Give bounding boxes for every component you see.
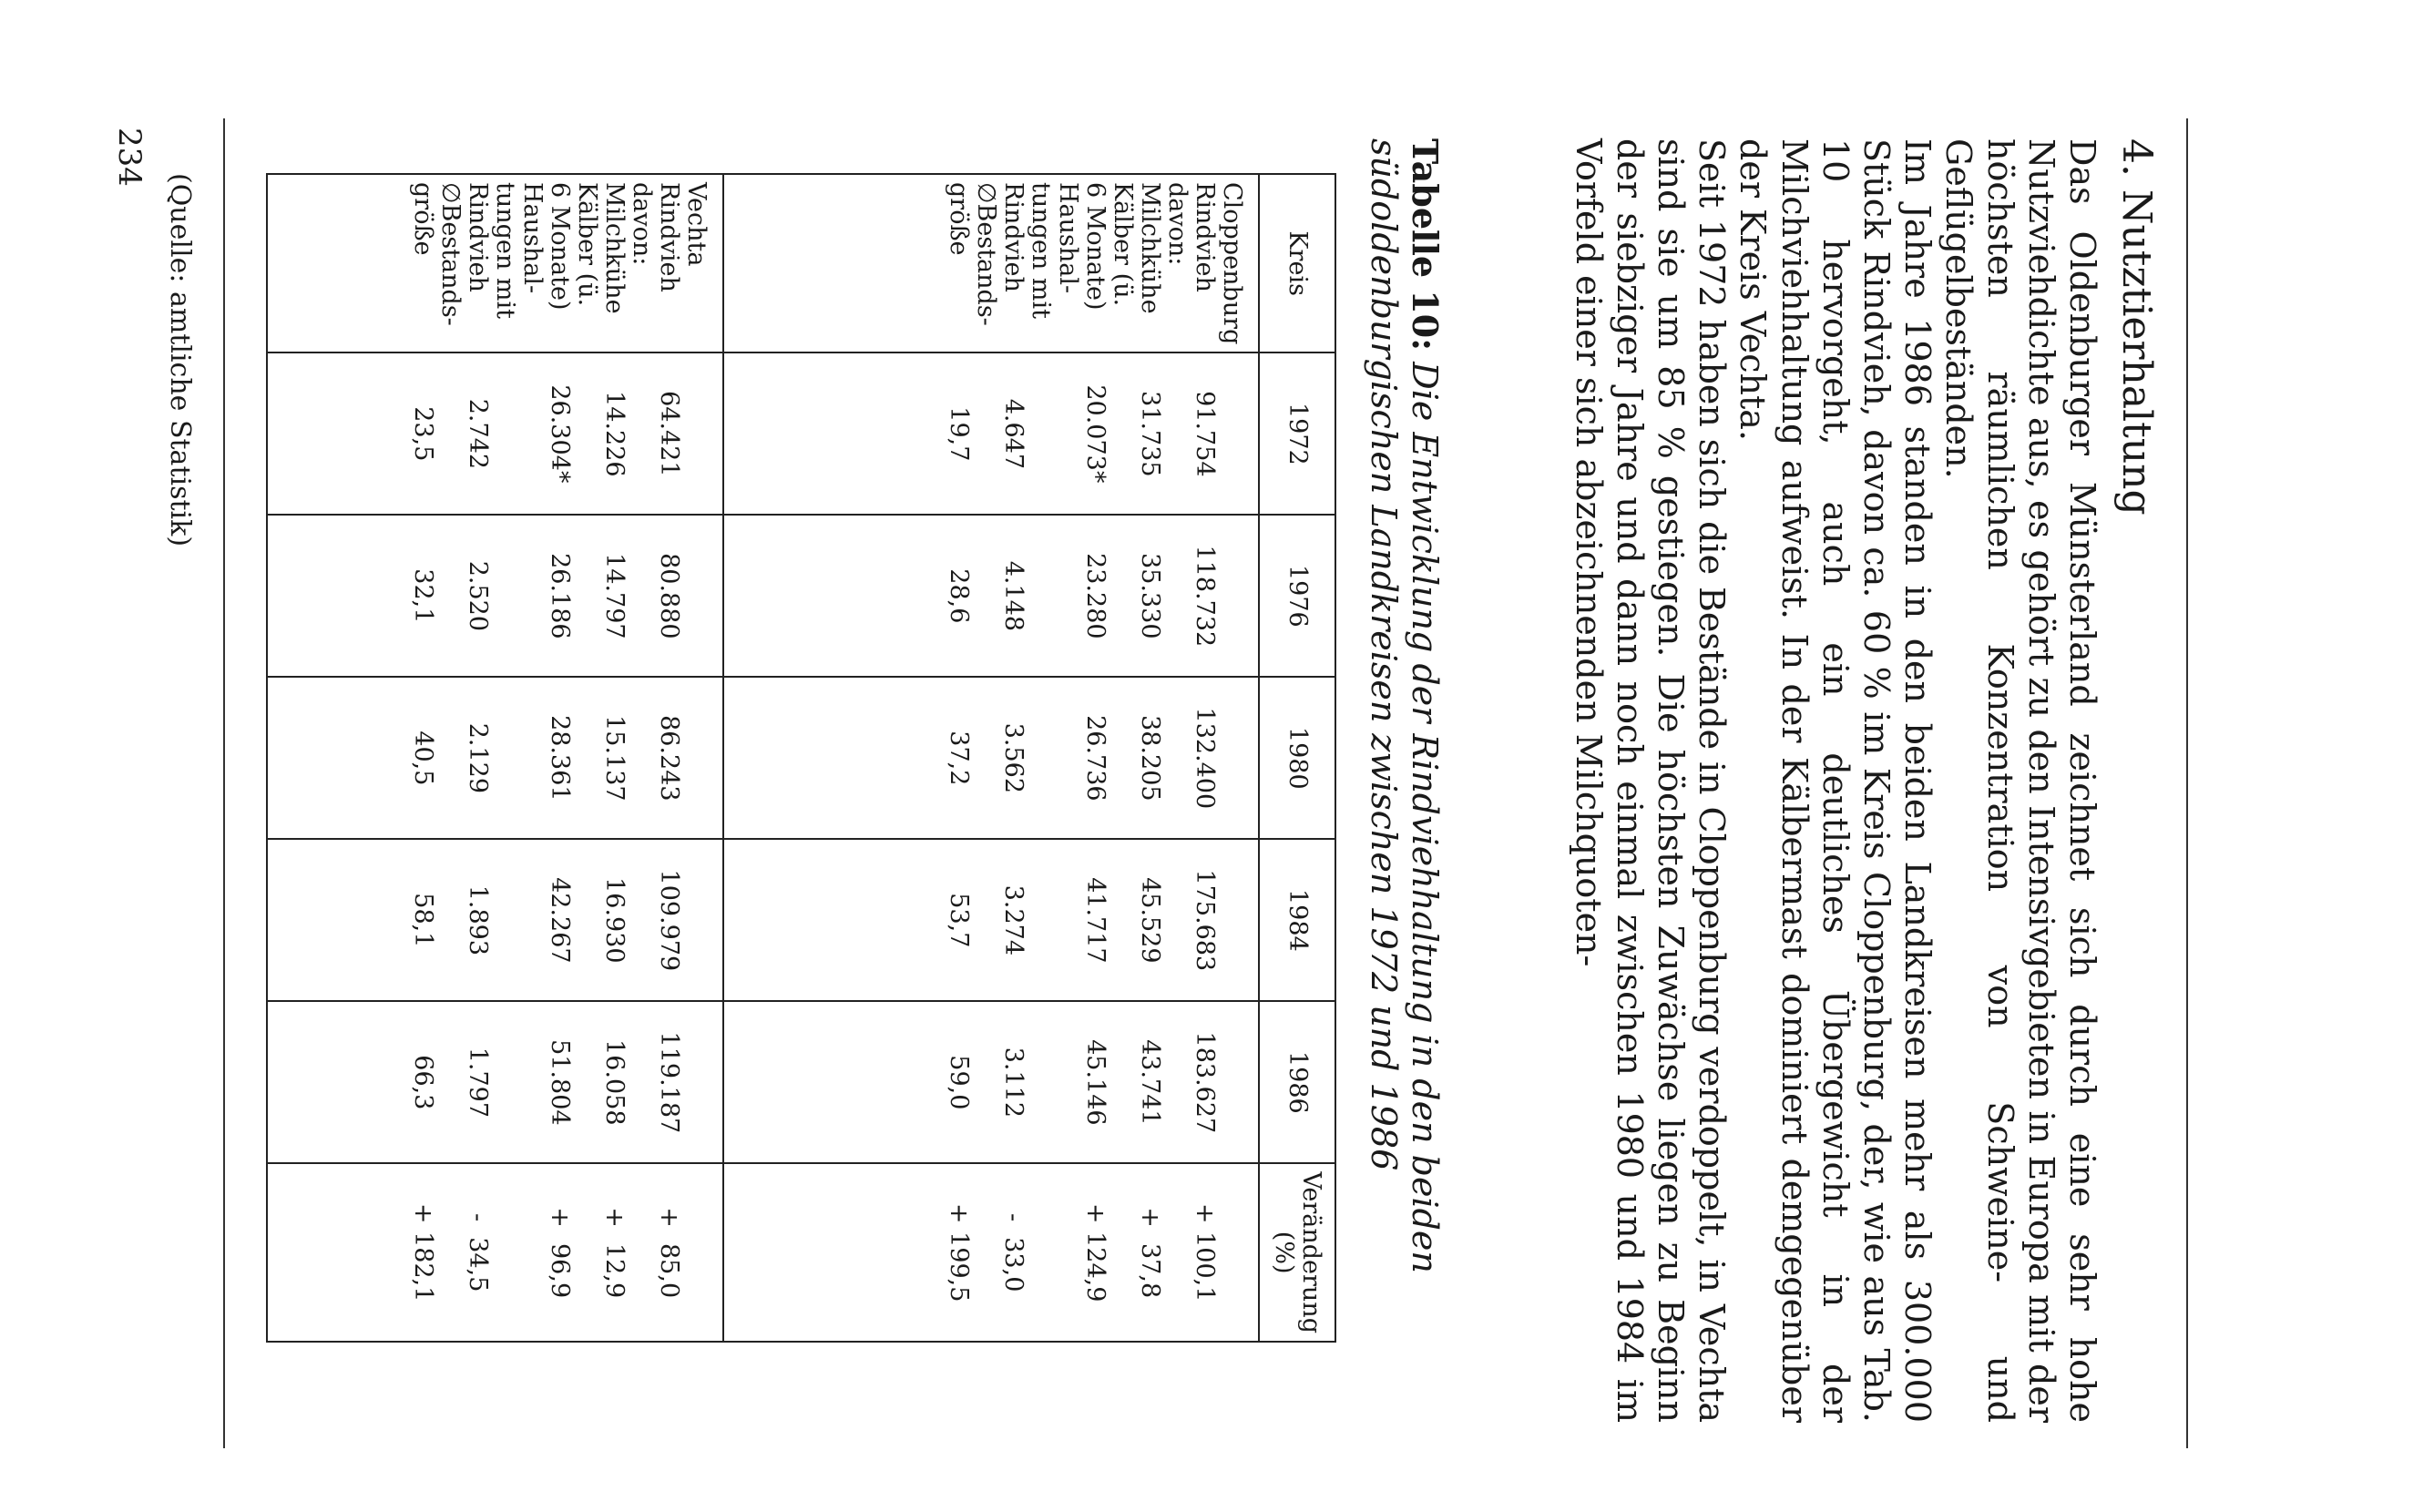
kreis-cell: Vechta Rindvieh davon: Milchkühe Kälber (ü. 6 Monate) Haushal- tungen mit Rindvieh ∅Bestands- größe: [267, 174, 723, 352]
header-1986: 1986: [1259, 1001, 1335, 1163]
value-cell: 80.880 14.797 26.186 2.520 32,1: [267, 515, 723, 677]
table-caption: [1363, 138, 1446, 1423]
top-rule: [2186, 118, 2188, 1448]
paragraph: Seit 1972 haben sich die Bestände in Cloppenburg verdoppelt, in Vechta sind sie um 85 % gestiegen. Die höchsten Zuwächse liegen zu Beginn der siebziger Jahre und dann noch einmal zwischen 1980 und 1984 im Vorfeld einer sich abzeichnenden Milchquoten-: [1568, 138, 1733, 1423]
header-1984: 1984: [1259, 839, 1335, 1001]
change-cell: + 85,0 + 12,9 + 96,9 - 34,5 + 182,1: [267, 1163, 723, 1342]
value-cell: 91.754 31.735 20.073* 4.647 19,7: [723, 352, 1259, 515]
paragraph: Das Oldenburger Münsterland zeichnet sich durch eine sehr hohe Nutzviehdichte aus, es gehört zu den Intensivgebieten in Europa mit der höchsten räumlichen Konzentration von Schweine- und Geflügelbeständen.: [1938, 138, 2102, 1423]
value-cell: 64.421 14.226 26.304* 2.742 23,5: [267, 352, 723, 515]
change-cell: + 100,1 + 37,8 + 124,9 - 33,0 + 199,5: [723, 1163, 1259, 1342]
table-row-cloppenburg: [723, 174, 1259, 1342]
header-1976: 1976: [1259, 515, 1335, 677]
header-1972: 1972: [1259, 352, 1335, 515]
paragraph: Im Jahre 1986 standen in den beiden Landkreisen mehr als 300.000 Stück Rindvieh, davon ca. 60 % im Kreis Cloppenburg, der, wie aus Tab. 10 hervorgeht, auch ein deutliches Übergewicht in der Milchviehhaltung aufweist. In der Kälbermast dominiert demgegenüber der Kreis Vechta.: [1733, 138, 1938, 1423]
source-note: (Quelle: amtliche Statistik): [164, 173, 196, 547]
table-row-vechta: [267, 174, 723, 1342]
value-cell: 175.683 45.529 41.717 3.274 53,7: [723, 839, 1259, 1001]
value-cell: 109.979 16.930 42.267 1.893 58,1: [267, 839, 723, 1001]
value-cell: 118.732 35.330 23.280 4.148 28,6: [723, 515, 1259, 677]
cattle-table: [266, 173, 1336, 1343]
header-change: Veränderung (%): [1259, 1163, 1335, 1342]
body-text: [1567, 138, 2102, 1423]
header-1980: 1980: [1259, 677, 1335, 839]
value-cell: 119.187 16.058 51.804 1.797 66,3: [267, 1001, 723, 1163]
table-caption-label: Tabelle 10:: [1405, 138, 1446, 352]
header-kreis: Kreis: [1259, 174, 1335, 352]
section-heading: 4. Nutztierhaltung: [2113, 138, 2160, 516]
value-cell: 183.627 43.741 45.146 3.112 59,0: [723, 1001, 1259, 1163]
table-caption-title: Die Entwicklung der Rindviehhaltung in den beiden südoldenburgischen Landkreisen zwischen 1972 und 1986: [1364, 138, 1445, 1273]
value-cell: 132.400 38.205 26.736 3.562 37,2: [723, 677, 1259, 839]
value-cell: 86.243 15.137 28.361 2.129 40,5: [267, 677, 723, 839]
table-header-row: [1259, 174, 1335, 1342]
page-number: 234: [111, 128, 148, 187]
bottom-rule: [223, 118, 225, 1448]
kreis-cell: Cloppenburg Rindvieh davon: Milchkühe Kälber (ü. 6 Monate) Haushal- tungen mit Rindvieh ∅Bestands- größe: [723, 174, 1259, 352]
